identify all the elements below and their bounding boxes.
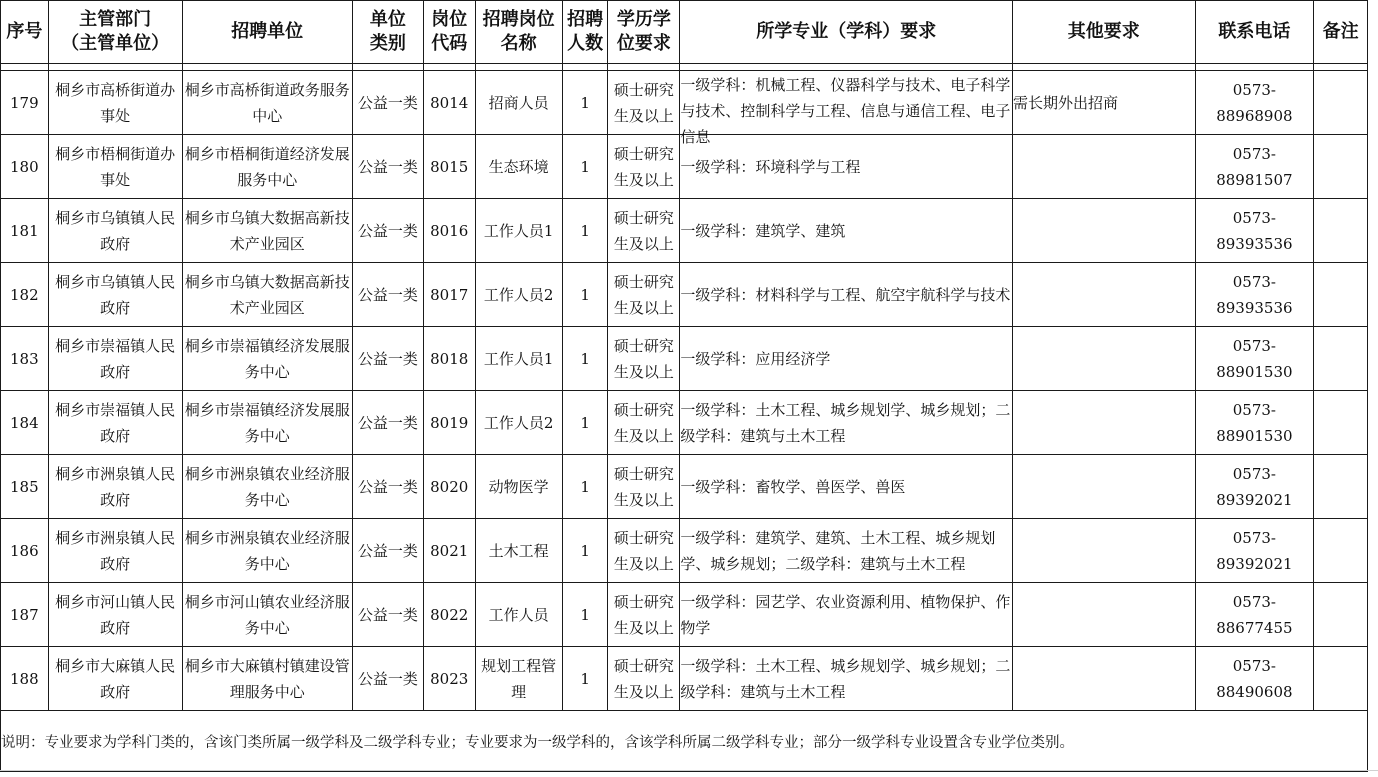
- cell-phone[interactable]: 0573-88901530: [1195, 327, 1314, 391]
- header-row: [1, 1, 1368, 64]
- cell-dept[interactable]: 桐乡市大麻镇人民政府: [48, 647, 182, 711]
- cell-major[interactable]: 一级学科：土木工程、城乡规划学、城乡规划；二级学科：建筑与土木工程: [680, 391, 1013, 455]
- cell-type[interactable]: 公益一类: [352, 583, 423, 647]
- table-row: [1, 455, 1368, 519]
- cell-edu[interactable]: 硕士研究生及以上: [608, 583, 680, 647]
- cell-remark[interactable]: [1314, 647, 1368, 711]
- header-edu[interactable]: 学历学 位要求: [608, 1, 680, 64]
- cell-code[interactable]: 8021: [423, 519, 475, 583]
- header-type[interactable]: 单位 类别: [352, 1, 423, 64]
- table-row: [1, 71, 1368, 135]
- cell-phone[interactable]: 0573-89393536: [1195, 263, 1314, 327]
- cell-seq[interactable]: 182: [1, 263, 49, 327]
- cell-major[interactable]: 一级学科：建筑学、建筑、土木工程、城乡规划学、城乡规划；二级学科：建筑与土木工程: [680, 519, 1013, 583]
- cell-code[interactable]: 8017: [423, 263, 475, 327]
- cell-phone[interactable]: 0573-88968908: [1195, 71, 1314, 135]
- cell-type[interactable]: 公益一类: [352, 647, 423, 711]
- cell-remark[interactable]: [1314, 71, 1368, 135]
- cell-edu[interactable]: 硕士研究生及以上: [608, 391, 680, 455]
- table-row: [1, 519, 1368, 583]
- cell-code[interactable]: 8022: [423, 583, 475, 647]
- cell-major[interactable]: 一级学科：应用经济学: [680, 327, 1013, 391]
- cell-dept[interactable]: 桐乡市乌镇镇人民政府: [48, 199, 182, 263]
- cell-seq[interactable]: 179: [1, 71, 49, 135]
- cell-unit[interactable]: 桐乡市乌镇大数据高新技术产业园区: [182, 263, 352, 327]
- cell-seq[interactable]: 181: [1, 199, 49, 263]
- cell-remark[interactable]: [1314, 135, 1368, 199]
- cell-code[interactable]: 8014: [423, 71, 475, 135]
- cell-count[interactable]: 1: [562, 391, 608, 455]
- cell-code[interactable]: 8020: [423, 455, 475, 519]
- cell-type[interactable]: 公益一类: [352, 327, 423, 391]
- cell-post[interactable]: 动物医学: [475, 455, 562, 519]
- cell-unit[interactable]: 桐乡市洲泉镇农业经济服务中心: [182, 455, 352, 519]
- cell-post[interactable]: 工作人员2: [475, 391, 562, 455]
- cell-major[interactable]: 一级学科：环境科学与工程: [680, 135, 1013, 199]
- header-unit[interactable]: 招聘单位: [182, 1, 352, 64]
- table-row: [1, 647, 1368, 711]
- empty-grid-area: [0, 770, 1378, 777]
- cell-edu[interactable]: 硕士研究生及以上: [608, 199, 680, 263]
- header-count[interactable]: 招聘 人数: [562, 1, 608, 64]
- cell-unit[interactable]: 桐乡市乌镇大数据高新技术产业园区: [182, 199, 352, 263]
- cell-seq[interactable]: 188: [1, 647, 49, 711]
- cell-other[interactable]: [1013, 199, 1196, 263]
- cell-other[interactable]: [1013, 327, 1196, 391]
- cell-phone[interactable]: 0573-89392021: [1195, 519, 1314, 583]
- cell-phone[interactable]: 0573-89393536: [1195, 199, 1314, 263]
- cell-other[interactable]: [1013, 391, 1196, 455]
- cell-edu[interactable]: 硕士研究生及以上: [608, 455, 680, 519]
- cell-remark[interactable]: [1314, 391, 1368, 455]
- cell-unit[interactable]: 桐乡市梧桐街道经济发展服务中心: [182, 135, 352, 199]
- table-row: [1, 199, 1368, 263]
- cell-unit[interactable]: 桐乡市洲泉镇农业经济服务中心: [182, 519, 352, 583]
- table-row: [1, 391, 1368, 455]
- cell-type[interactable]: 公益一类: [352, 455, 423, 519]
- cell-unit[interactable]: 桐乡市崇福镇经济发展服务中心: [182, 327, 352, 391]
- header-other[interactable]: 其他要求: [1013, 1, 1196, 64]
- cell-seq[interactable]: 184: [1, 391, 49, 455]
- note-text[interactable]: 说明：专业要求为学科门类的，含该门类所属一级学科及二级学科专业；专业要求为一级学科的，含该学科所属二级学科专业；部分一级学科专业设置含专业学位类别。: [1, 711, 1368, 772]
- note-row: [1, 711, 1368, 772]
- cell-dept[interactable]: 桐乡市高桥街道办事处: [48, 71, 182, 135]
- cell-seq[interactable]: 186: [1, 519, 49, 583]
- table-row: [1, 583, 1368, 647]
- frozen-pane-divider: [1, 64, 1368, 71]
- cell-phone[interactable]: 0573-88981507: [1195, 135, 1314, 199]
- cell-other[interactable]: [1013, 263, 1196, 327]
- cell-count[interactable]: 1: [562, 327, 608, 391]
- cell-unit[interactable]: 桐乡市大麻镇村镇建设管理服务中心: [182, 647, 352, 711]
- cell-post[interactable]: 工作人员1: [475, 327, 562, 391]
- cell-edu[interactable]: 硕士研究生及以上: [608, 135, 680, 199]
- table-row: [1, 327, 1368, 391]
- header-phone[interactable]: 联系电话: [1195, 1, 1314, 64]
- cell-post[interactable]: 土木工程: [475, 519, 562, 583]
- cell-post[interactable]: 生态环境: [475, 135, 562, 199]
- cell-remark[interactable]: [1314, 263, 1368, 327]
- cell-code[interactable]: 8015: [423, 135, 475, 199]
- cell-edu[interactable]: 硕士研究生及以上: [608, 71, 680, 135]
- cell-count[interactable]: 1: [562, 263, 608, 327]
- cell-type[interactable]: 公益一类: [352, 199, 423, 263]
- cell-unit[interactable]: 桐乡市崇福镇经济发展服务中心: [182, 391, 352, 455]
- cell-major[interactable]: 一级学科：园艺学、农业资源利用、植物保护、作物学: [680, 583, 1013, 647]
- cell-dept[interactable]: 桐乡市洲泉镇人民政府: [48, 455, 182, 519]
- cell-count[interactable]: 1: [562, 135, 608, 199]
- cell-post[interactable]: 规划工程管理: [475, 647, 562, 711]
- cell-other[interactable]: [1013, 647, 1196, 711]
- cell-type[interactable]: 公益一类: [352, 519, 423, 583]
- cell-code[interactable]: 8016: [423, 199, 475, 263]
- cell-type[interactable]: 公益一类: [352, 391, 423, 455]
- cell-type[interactable]: 公益一类: [352, 263, 423, 327]
- cell-remark[interactable]: [1314, 519, 1368, 583]
- cell-major[interactable]: 一级学科：机械工程、仪器科学与技术、电子科学与技术、控制科学与工程、信息与通信工程、电子信息: [680, 71, 1013, 135]
- cell-major[interactable]: 一级学科：材料科学与工程、航空宇航科学与技术: [680, 263, 1013, 327]
- cell-dept[interactable]: 桐乡市崇福镇人民政府: [48, 327, 182, 391]
- cell-other[interactable]: [1013, 583, 1196, 647]
- cell-major[interactable]: 一级学科：建筑学、建筑: [680, 199, 1013, 263]
- table-row: [1, 263, 1368, 327]
- cell-code[interactable]: 8019: [423, 391, 475, 455]
- cell-unit[interactable]: 桐乡市河山镇农业经济服务中心: [182, 583, 352, 647]
- cell-count[interactable]: 1: [562, 71, 608, 135]
- cell-phone[interactable]: 0573-89392021: [1195, 455, 1314, 519]
- cell-phone[interactable]: 0573-88677455: [1195, 583, 1314, 647]
- cell-other[interactable]: [1013, 135, 1196, 199]
- cell-dept[interactable]: 桐乡市洲泉镇人民政府: [48, 519, 182, 583]
- cell-other[interactable]: [1013, 519, 1196, 583]
- cell-dept[interactable]: 桐乡市乌镇镇人民政府: [48, 263, 182, 327]
- header-major[interactable]: 所学专业（学科）要求: [680, 1, 1013, 64]
- cell-post[interactable]: 工作人员2: [475, 263, 562, 327]
- cell-other[interactable]: [1013, 455, 1196, 519]
- header-post[interactable]: 招聘岗位 名称: [475, 1, 562, 64]
- cell-post[interactable]: 工作人员: [475, 583, 562, 647]
- cell-type[interactable]: 公益一类: [352, 135, 423, 199]
- header-seq[interactable]: 序号: [1, 1, 49, 64]
- cell-seq[interactable]: 187: [1, 583, 49, 647]
- cell-edu[interactable]: 硕士研究生及以上: [608, 263, 680, 327]
- cell-phone[interactable]: 0573-88901530: [1195, 391, 1314, 455]
- cell-major[interactable]: 一级学科：畜牧学、兽医学、兽医: [680, 455, 1013, 519]
- cell-seq[interactable]: 185: [1, 455, 49, 519]
- cell-post[interactable]: 工作人员1: [475, 199, 562, 263]
- cell-major[interactable]: 一级学科：土木工程、城乡规划学、城乡规划；二级学科：建筑与土木工程: [680, 647, 1013, 711]
- cell-count[interactable]: 1: [562, 199, 608, 263]
- cell-count[interactable]: 1: [562, 455, 608, 519]
- cell-post[interactable]: 招商人员: [475, 71, 562, 135]
- cell-remark[interactable]: [1314, 455, 1368, 519]
- cell-remark[interactable]: [1314, 199, 1368, 263]
- cell-dept[interactable]: 桐乡市梧桐街道办事处: [48, 135, 182, 199]
- cell-edu[interactable]: 硕士研究生及以上: [608, 647, 680, 711]
- cell-edu[interactable]: 硕士研究生及以上: [608, 519, 680, 583]
- cell-code[interactable]: 8023: [423, 647, 475, 711]
- cell-code[interactable]: 8018: [423, 327, 475, 391]
- cell-unit[interactable]: 桐乡市高桥街道政务服务中心: [182, 71, 352, 135]
- cell-edu[interactable]: 硕士研究生及以上: [608, 327, 680, 391]
- cell-phone[interactable]: 0573-88490608: [1195, 647, 1314, 711]
- cell-remark[interactable]: [1314, 327, 1368, 391]
- header-dept[interactable]: 主管部门 （主管单位）: [48, 1, 182, 64]
- cell-dept[interactable]: 桐乡市河山镇人民政府: [48, 583, 182, 647]
- cell-count[interactable]: 1: [562, 519, 608, 583]
- header-remark[interactable]: 备注: [1314, 1, 1368, 64]
- cell-dept[interactable]: 桐乡市崇福镇人民政府: [48, 391, 182, 455]
- cell-seq[interactable]: 180: [1, 135, 49, 199]
- header-code[interactable]: 岗位 代码: [423, 1, 475, 64]
- cell-other[interactable]: 需长期外出招商: [1013, 71, 1196, 135]
- cell-remark[interactable]: [1314, 583, 1368, 647]
- cell-count[interactable]: 1: [562, 647, 608, 711]
- cell-type[interactable]: 公益一类: [352, 71, 423, 135]
- cell-seq[interactable]: 183: [1, 327, 49, 391]
- cell-count[interactable]: 1: [562, 583, 608, 647]
